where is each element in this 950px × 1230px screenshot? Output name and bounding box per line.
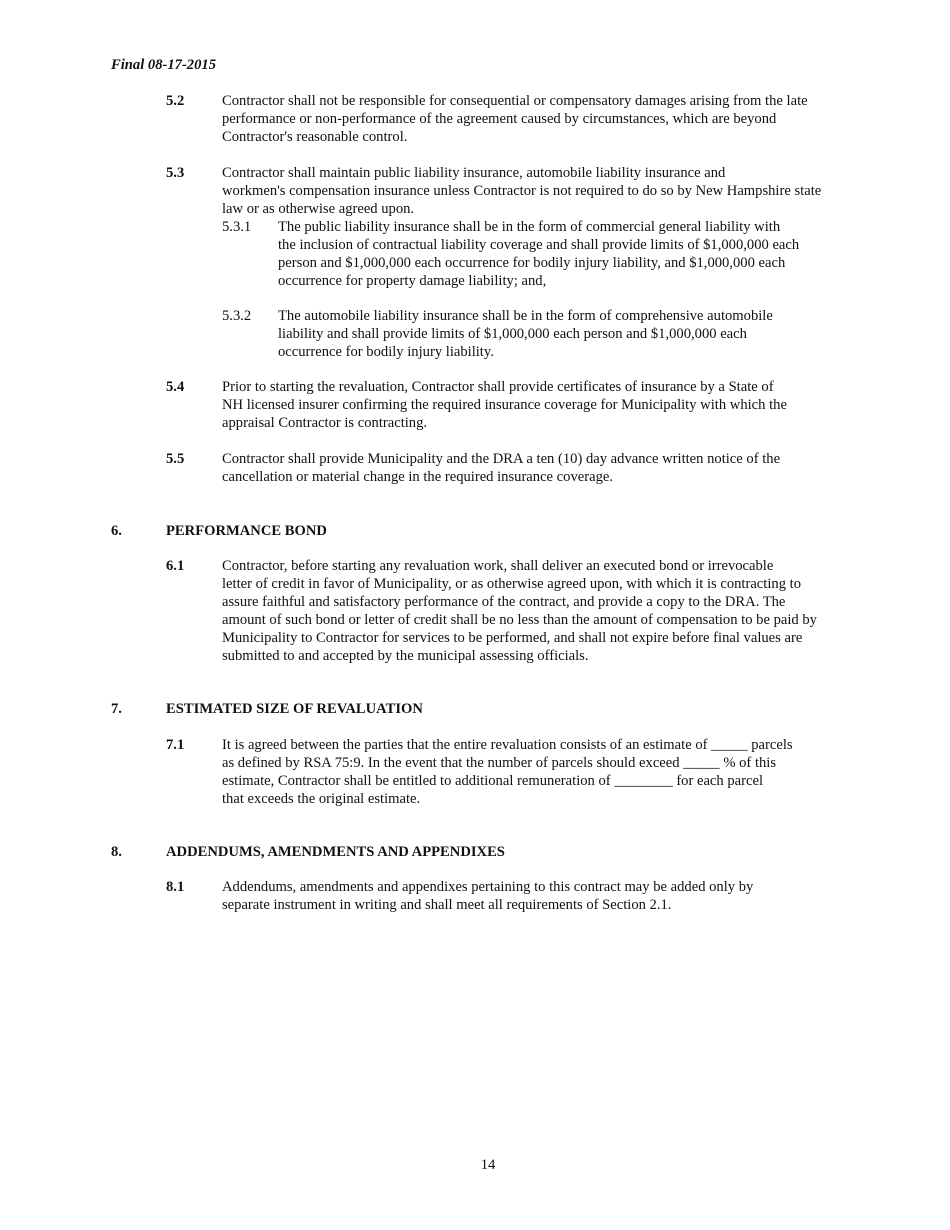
header-date: Final 08-17-2015	[111, 57, 216, 73]
paragraph-text: Contractor shall maintain public liability insurance, automobile liability insurance and workmen's compensation insurance unless Contractor is not required to do so by New Hampshire state law or as otherwise agreed upon.	[222, 165, 822, 217]
section-number: 7.	[111, 701, 122, 717]
subparagraph-text: The public liability insurance shall be in the form of commercial general liability with the inclusion of contractual liability coverage and shall provide limits of $1,000,000 each person and $1,000,000 each occurrence for bodily injury liability, and $1,000,000 each occurrence for property damage liability; and,	[278, 219, 800, 289]
paragraph-5-5	[166, 450, 866, 486]
paragraph-text: Addendums, amendments and appendixes pertaining to this contract may be added only by separate instrument in writing and shall meet all requirements of Section 2.1.	[222, 879, 754, 913]
paragraph-number: 7.1	[166, 737, 185, 753]
paragraph-text: Contractor, before starting any revaluation work, shall deliver an executed bond or irrevocable letter of credit in favor of Municipality, or as otherwise agreed upon, with which it is contracting to assure faithful and satisfactory performance of the contract, and provide a copy to the DRA. The amount of such bond or letter of credit shall be no less than the amount of compensation to be paid by Municipality to Contractor for services to be performed, and shall not expire before final values are submitted to and accepted by the municipal assessing officials.	[222, 558, 817, 664]
subparagraph-text: The automobile liability insurance shall be in the form of comprehensive automobile liability and shall provide limits of $1,000,000 each person and $1,000,000 each occurrence for bodily injury liability.	[278, 308, 773, 360]
subparagraph-5-3-1	[222, 218, 842, 290]
paragraph-5-3	[166, 164, 866, 218]
paragraph-5-2	[166, 92, 866, 146]
subparagraph-5-3-2	[222, 307, 842, 361]
paragraph-number: 6.1	[166, 558, 185, 574]
paragraph-8-1	[166, 878, 866, 914]
section-number: 8.	[111, 844, 122, 860]
paragraph-7-1	[166, 736, 866, 808]
paragraph-number: 5.4	[166, 379, 185, 395]
paragraph-text: Contractor shall not be responsible for consequential or compensatory damages arising from the late performance or non-performance of the agreement caused by circumstances, which are beyond Contractor's reasonable control.	[222, 93, 808, 145]
paragraph-number: 5.5	[166, 451, 185, 467]
paragraph-number: 5.3	[166, 165, 185, 181]
paragraph-number: 5.2	[166, 93, 185, 109]
paragraph-text: Prior to starting the revaluation, Contractor shall provide certificates of insurance by a State of NH licensed insurer confirming the required insurance coverage for Municipality with which the appraisal Contractor is contracting.	[222, 379, 787, 431]
section-title: ADDENDUMS, AMENDMENTS AND APPENDIXES	[166, 844, 505, 860]
section-title: ESTIMATED SIZE OF REVALUATION	[166, 701, 423, 717]
paragraph-6-1	[166, 557, 866, 665]
subparagraph-number: 5.3.2	[222, 308, 252, 324]
page-number: 14	[480, 1157, 496, 1173]
paragraph-text: Contractor shall provide Municipality and the DRA a ten (10) day advance written notice of the cancellation or material change in the required insurance coverage.	[222, 451, 781, 485]
section-number: 6.	[111, 523, 122, 539]
paragraph-text: It is agreed between the parties that the entire revaluation consists of an estimate of _____ parcels as defined by RSA 75:9. In the event that the number of parcels should exceed _____ % of this estimate, Contractor shall be entitled to additional remuneration of ________ for each parcel that exceeds the original estimate.	[222, 737, 793, 807]
subparagraph-number: 5.3.1	[222, 219, 252, 235]
paragraph-number: 8.1	[166, 879, 185, 895]
section-title: PERFORMANCE BOND	[166, 523, 327, 539]
paragraph-5-4	[166, 378, 866, 432]
